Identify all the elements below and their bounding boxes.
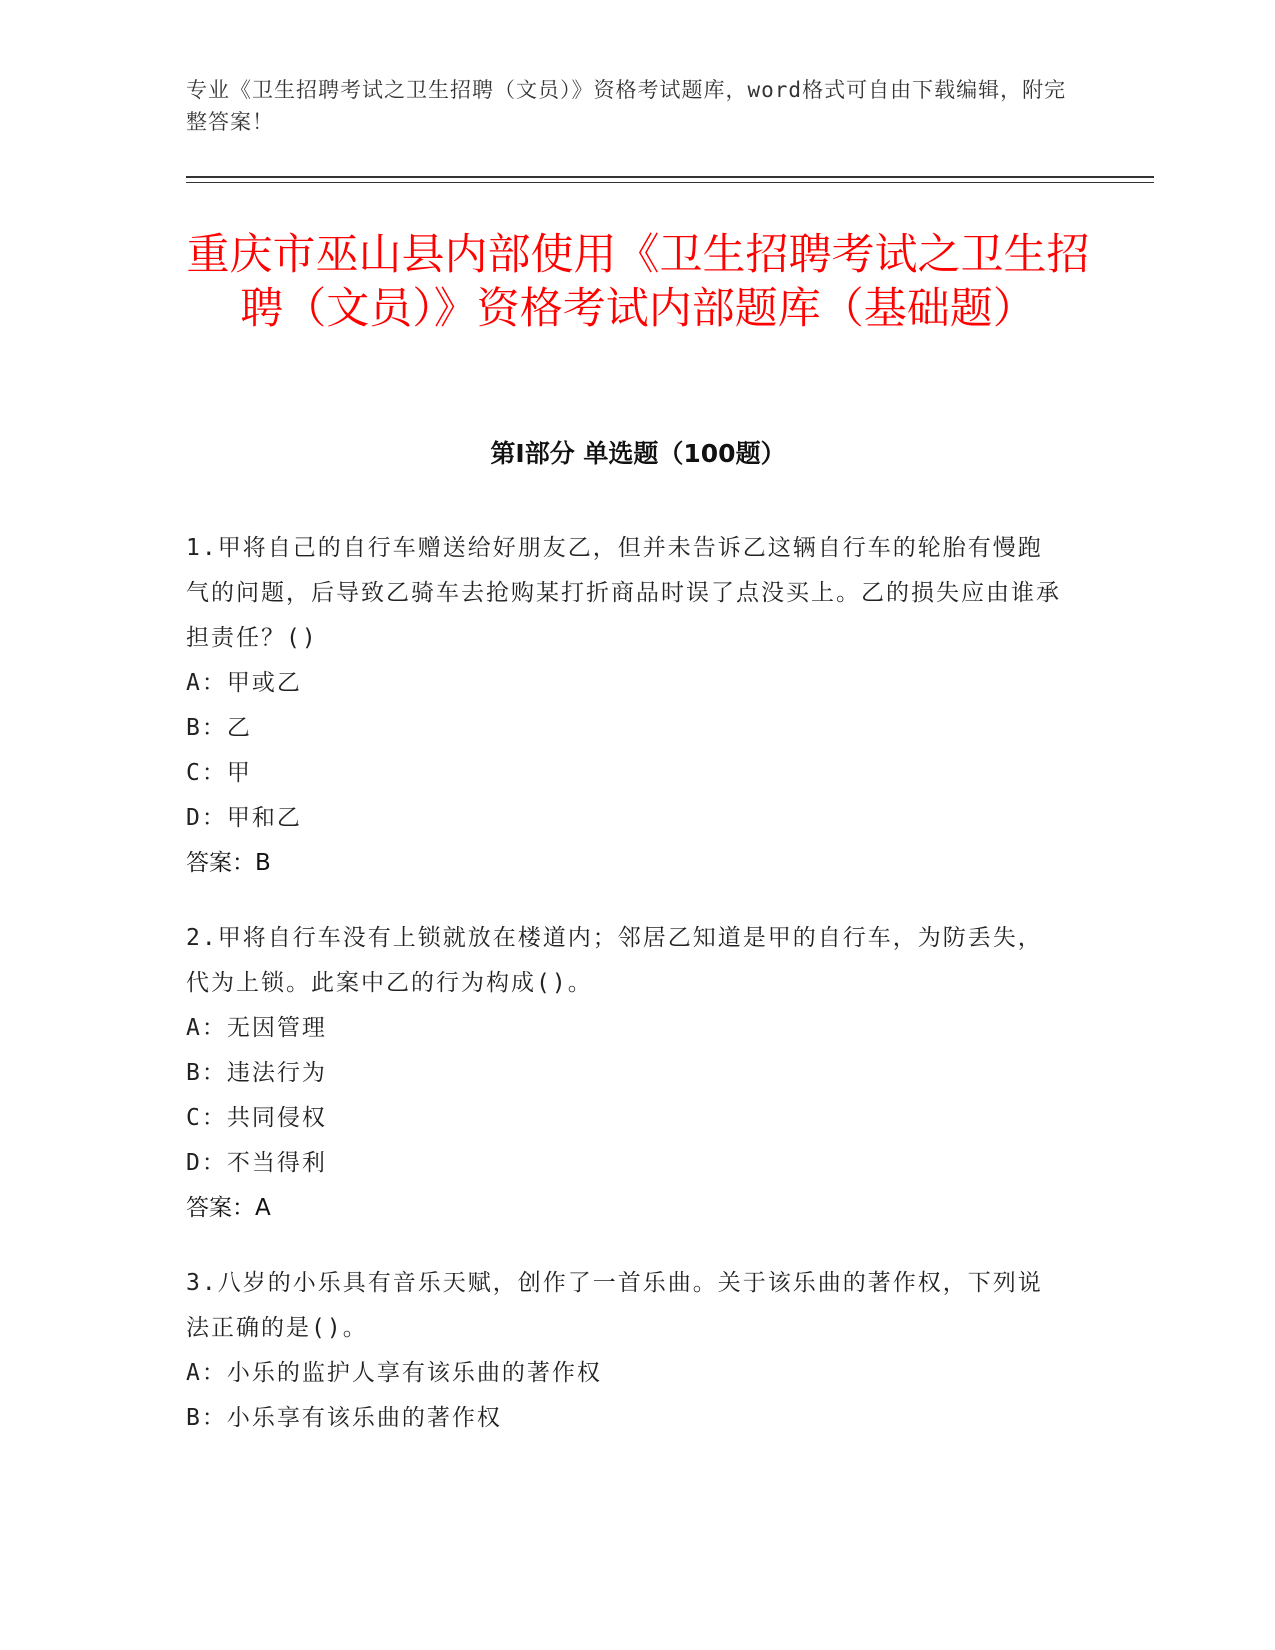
question-stem: 2.甲将自行车没有上锁就放在楼道内；邻居乙知道是甲的自行车，为防丢失，代为上锁。此案中乙的行为构成()。 xyxy=(186,925,1043,996)
header-rule-thin xyxy=(186,182,1154,183)
question-stem: 1.甲将自己的自行车赠送给好朋友乙，但并未告诉乙这辆自行车的轮胎有慢跑气的问题，后导致乙骑车去抢购某打折商品时误了点没买上。乙的损失应由谁承担责任？() xyxy=(186,535,1061,651)
option-a: A：无因管理 xyxy=(186,1015,327,1041)
document-title: 重庆市巫山县内部使用《卫生招聘考试之卫生招聘（文员）》资格考试内部题库（基础题） xyxy=(186,230,1090,334)
question-list xyxy=(186,526,1066,1471)
header-note: 专业《卫生招聘考试之卫生招聘（文员）》资格考试题库，word格式可自由下载编辑，附完整答案！ xyxy=(186,78,1067,134)
answer: 答案：B xyxy=(186,850,271,876)
option-d: D：不当得利 xyxy=(186,1150,327,1176)
option-c: C：共同侵权 xyxy=(186,1105,327,1131)
option-c: C：甲 xyxy=(186,760,252,786)
option-b: B：违法行为 xyxy=(186,1060,327,1086)
question-stem: 3.八岁的小乐具有音乐天赋，创作了一首乐曲。关于该乐曲的著作权，下列说法正确的是()。 xyxy=(186,1270,1043,1341)
section-title: 第Ⅰ部分 单选题（100题） xyxy=(490,439,786,468)
question-2 xyxy=(186,916,1066,1231)
option-a: A：小乐的监护人享有该乐曲的著作权 xyxy=(186,1360,602,1386)
question-1 xyxy=(186,526,1066,886)
answer: 答案：A xyxy=(186,1195,271,1221)
question-3 xyxy=(186,1261,1066,1441)
header-rule-thick xyxy=(186,176,1154,178)
option-b: B：乙 xyxy=(186,715,252,741)
option-a: A：甲或乙 xyxy=(186,670,302,696)
option-d: D：甲和乙 xyxy=(186,805,302,831)
option-b: B：小乐享有该乐曲的著作权 xyxy=(186,1405,502,1431)
